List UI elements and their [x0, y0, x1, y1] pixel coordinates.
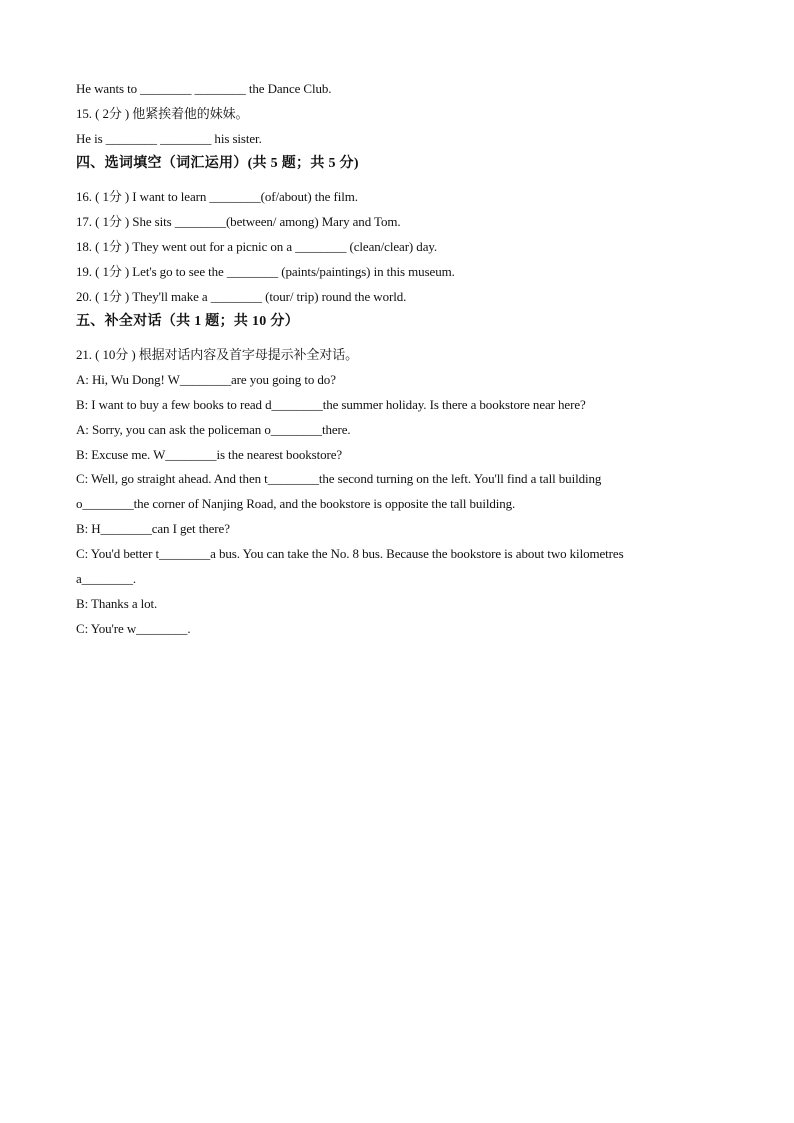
dialogue-line: B: Excuse me. W________is the nearest bookstore? [76, 447, 343, 462]
q19: 19. ( 1分 ) Let's go to see the ________ (paints/paintings) in this museum. [76, 264, 455, 279]
q14-answer-line: He wants to ________ ________ the Dance Club. [76, 81, 332, 96]
dialogue-line: B: Thanks a lot. [76, 596, 158, 611]
dialogue-line: o________the corner of Nanjing Road, and the bookstore is opposite the tall building. [76, 496, 516, 511]
dialogue-line: A: Sorry, you can ask the policeman o________there. [76, 422, 351, 437]
dialogue-line: C: Well, go straight ahead. And then t________the second turning on the left. You'll find a tall building [76, 471, 602, 486]
q21-prompt: 21. ( 10分 ) 根据对话内容及首字母提示补全对话。 [76, 347, 359, 362]
q20: 20. ( 1分 ) They'll make a ________ (tour/ trip) round the world. [76, 289, 407, 304]
section-4-heading: 四、选词填空（词汇运用）(共 5 题；共 5 分) [76, 156, 359, 171]
dialogue-line: C: You'd better t________a bus. You can take the No. 8 bus. Because the bookstore is about two kilometres [76, 546, 624, 561]
q16: 16. ( 1分 ) I want to learn ________(of/about) the film. [76, 189, 358, 204]
dialogue-line: A: Hi, Wu Dong! W________are you going to do? [76, 372, 336, 387]
section-5-heading: 五、补全对话（共 1 题；共 10 分） [76, 314, 299, 329]
q18: 18. ( 1分 ) They went out for a picnic on a ________ (clean/clear) day. [76, 239, 438, 254]
dialogue-line: B: I want to buy a few books to read d________the summer holiday. Is there a bookstore near here? [76, 397, 586, 412]
q15-prompt: 15. ( 2分 ) 他紧挨着他的妹妹。 [76, 106, 249, 121]
dialogue-line: a________. [76, 571, 137, 586]
q17: 17. ( 1分 ) She sits ________(between/ among) Mary and Tom. [76, 214, 401, 229]
dialogue-line: B: H________can I get there? [76, 521, 230, 536]
dialogue-line: C: You're w________. [76, 621, 191, 636]
q15-answer-line: He is ________ ________ his sister. [76, 131, 262, 146]
